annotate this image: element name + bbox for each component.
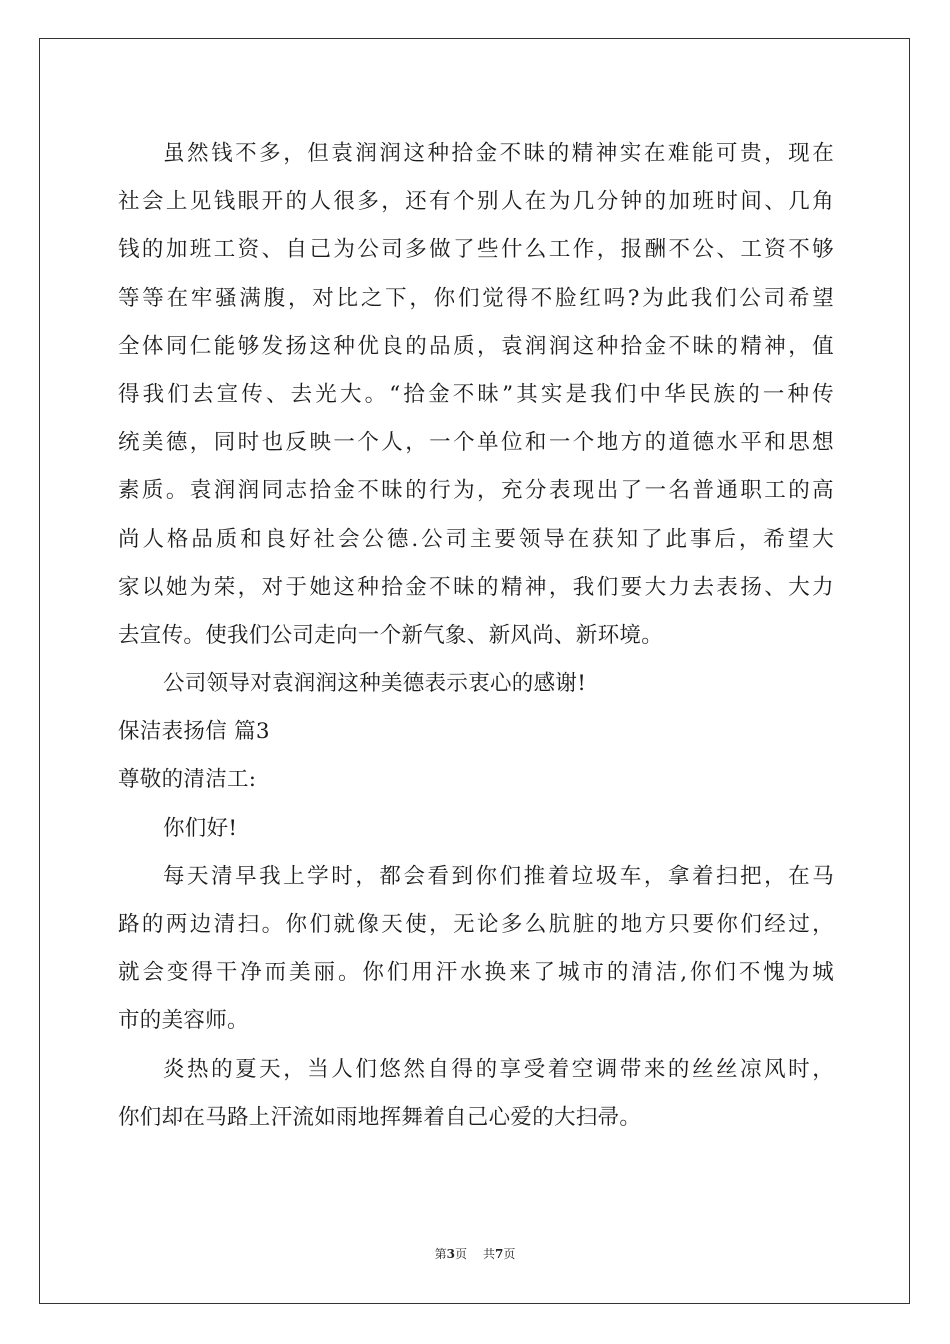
text-line: 钱的加班工资、自己为公司多做了些什么工作，报酬不公、工资不够 bbox=[118, 237, 834, 263]
text-line: 你们却在马路上汗流如雨地挥舞着自己心爱的大扫帚。 bbox=[118, 1104, 642, 1130]
text-line: 等等在牢骚满腹，对比之下，你们觉得不脸红吗?为此我们公司希望 bbox=[118, 285, 834, 311]
text-line: 社会上见钱眼开的人很多，还有个别人在为几分钟的加班时间、几角 bbox=[118, 189, 834, 215]
paragraph-2: 公司领导对袁润润这种美德表示衷心的感谢! bbox=[163, 671, 587, 697]
text-line: 每天清早我上学时，都会看到你们推着垃圾车，拿着扫把，在马 bbox=[163, 863, 834, 889]
paragraph-3 bbox=[118, 853, 834, 1046]
text-line: 得我们去宣传、去光大。“拾金不昧”其实是我们中华民族的一种传 bbox=[118, 381, 834, 407]
text-line: 就会变得干净而美丽。你们用汗水换来了城市的清洁,你们不愧为城 bbox=[118, 960, 834, 986]
page-footer bbox=[0, 1245, 950, 1262]
total-suffix: 页 bbox=[503, 1247, 516, 1261]
page-prefix: 第 bbox=[434, 1247, 447, 1261]
section-title: 保洁表扬信 篇3 bbox=[118, 719, 270, 745]
page-suffix: 页 bbox=[454, 1247, 467, 1261]
total-prefix: 共 bbox=[483, 1247, 496, 1261]
text-line: 虽然钱不多，但袁润润这种拾金不昧的精神实在难能可贵，现在 bbox=[163, 141, 834, 166]
text-line: 素质。袁润润同志拾金不昧的行为，充分表现出了一名普通职工的高 bbox=[118, 478, 834, 504]
greeting: 你们好! bbox=[163, 815, 238, 841]
total-page-number: 7 bbox=[495, 1247, 504, 1261]
salutation: 尊敬的清洁工: bbox=[118, 767, 257, 793]
text-line: 去宣传。使我们公司走向一个新气象、新风尚、新环境。 bbox=[118, 622, 664, 648]
text-line: 路的两边清扫。你们就像天使，无论多么肮脏的地方只要你们经过， bbox=[118, 912, 834, 937]
document-body bbox=[118, 130, 834, 1142]
text-line: 市的美容师。 bbox=[118, 1008, 249, 1034]
paragraph-4 bbox=[118, 1046, 834, 1142]
current-page-number: 3 bbox=[446, 1247, 455, 1261]
text-line: 统美德，同时也反映一个人，一个单位和一个地方的道德水平和思想 bbox=[118, 430, 834, 456]
text-line: 家以她为荣，对于她这种拾金不昧的精神，我们要大力去表扬、大力 bbox=[118, 574, 834, 600]
text-line: 全体同仁能够发扬这种优良的品质，袁润润这种拾金不昧的精神，值 bbox=[118, 333, 834, 359]
text-line: 尚人格品质和良好社会公德.公司主要领导在获知了此事后，希望大 bbox=[118, 526, 834, 552]
paragraph-1 bbox=[118, 130, 834, 660]
text-line: 炎热的夏天，当人们悠然自得的享受着空调带来的丝丝凉风时， bbox=[163, 1056, 834, 1082]
